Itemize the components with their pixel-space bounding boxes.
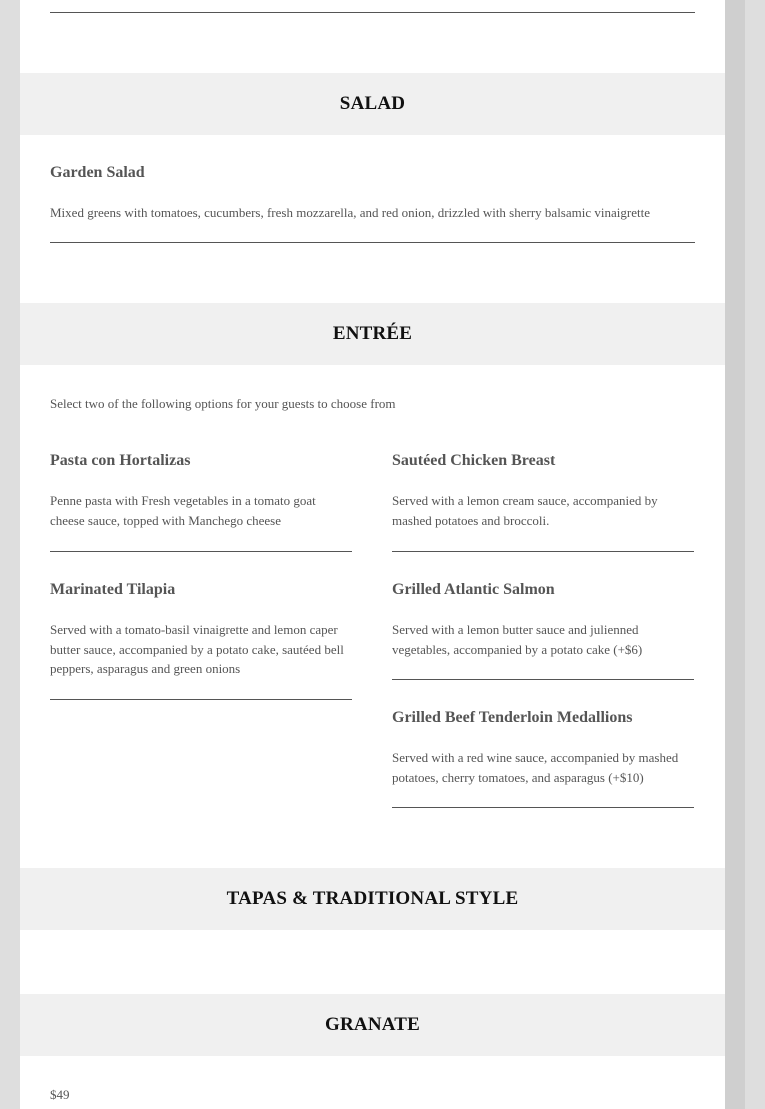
menu-page [20,0,725,1109]
divider [50,699,352,700]
section-title: ENTRÉE [332,323,413,344]
divider [392,679,694,680]
granate-section-header [20,994,725,1056]
menu-item-description: Served with a lemon butter sauce and julienned vegetables, accompanied by a potato cake (+$6) [392,622,643,657]
menu-item-description: Penne pasta with Fresh vegetables in a tomato goat cheese sauce, topped with Manchego cheese [50,493,316,528]
menu-item-name: Garden Salad [50,164,145,181]
tapas-section-header [20,868,725,930]
section-title: GRANATE [325,1014,420,1035]
menu-item-name: Marinated Tilapia [50,581,176,598]
granate-price: $49 [50,1087,70,1102]
menu-item-name: Grilled Atlantic Salmon [392,581,555,598]
menu-item-description: Served with a red wine sauce, accompanied by mashed potatoes, cherry tomatoes, and asparagus (+$10) [392,750,679,785]
menu-item-description: Served with a lemon cream sauce, accompanied by mashed potatoes and broccoli. [392,493,658,528]
menu-item-description: Served with a tomato-basil vinaigrette and lemon caper butter sauce, accompanied by a potato cake, sautéed bell peppers, asparagus and green onions [50,622,344,676]
divider [50,551,352,552]
divider [392,551,694,552]
divider [50,242,695,243]
section-title: SALAD [339,93,406,114]
menu-item-name: Sautéed Chicken Breast [392,452,556,469]
section-title: TAPAS & TRADITIONAL STYLE [226,888,519,909]
menu-item-name: Grilled Beef Tenderloin Medallions [392,709,633,726]
entree-instructions: Select two of the following options for your guests to choose from [50,396,396,411]
menu-item-name: Pasta con Hortalizas [50,452,191,469]
menu-item-description: Mixed greens with tomatoes, cucumbers, fresh mozzarella, and red onion, drizzled with sherry balsamic vinaigrette [50,205,650,220]
divider [50,12,695,13]
salad-section-header [20,73,725,135]
entree-section-header [20,303,725,365]
divider [392,807,694,808]
page-margin [725,0,745,1109]
